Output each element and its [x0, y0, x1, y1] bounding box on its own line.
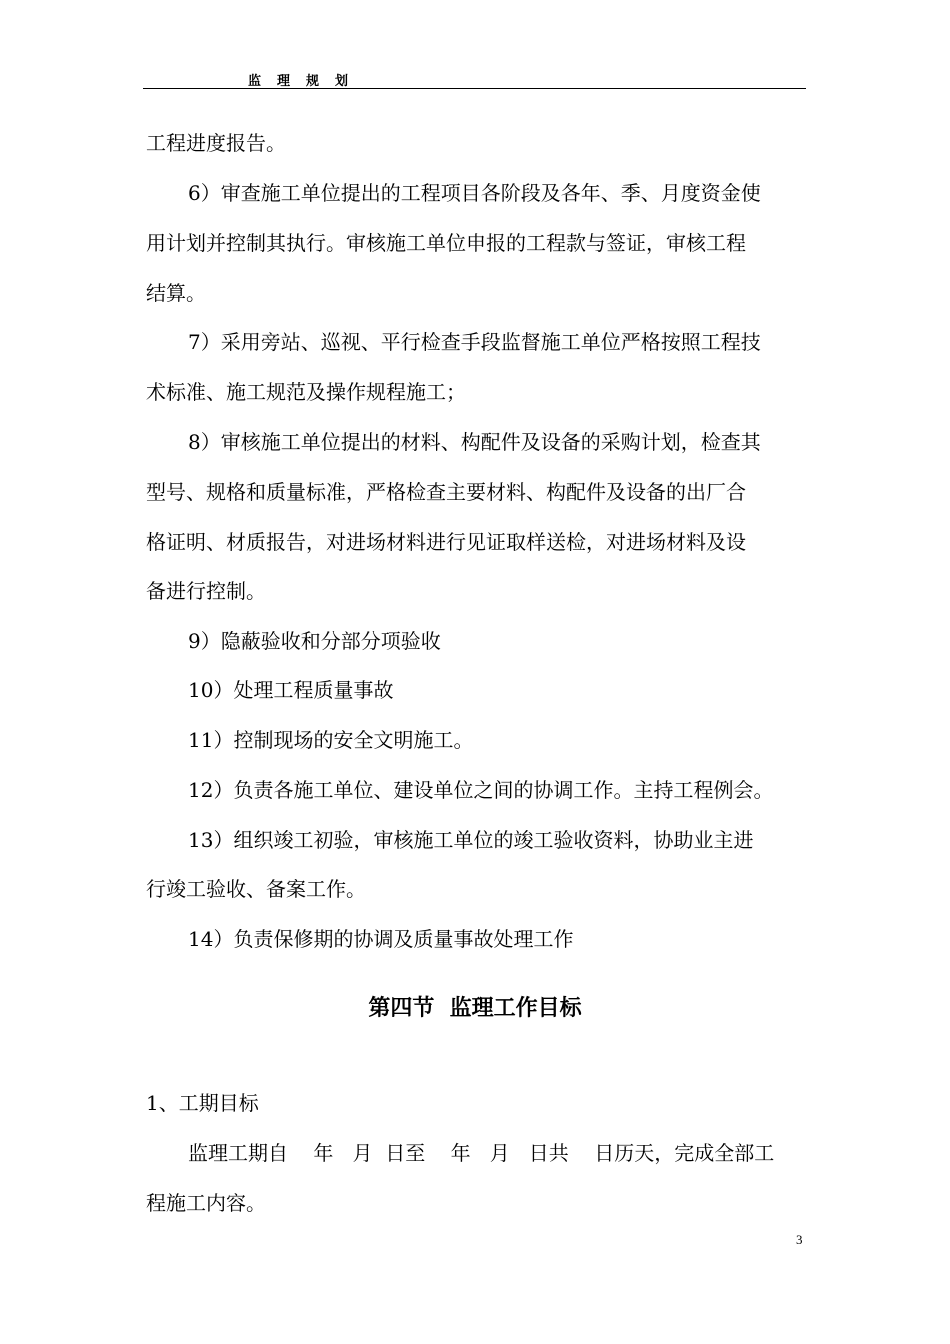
- paragraph-line: 10）处理工程质量事故: [188, 678, 394, 702]
- goal-item-text: 程施工内容。: [146, 1191, 266, 1215]
- paragraph-line: 12）负责各施工单位、建设单位之间的协调工作。主持工程例会。: [188, 778, 774, 802]
- paragraph-line: 8）审核施工单位提出的材料、构配件及设备的采购计划，检查其: [188, 430, 761, 454]
- paragraph-line: 备进行控制。: [146, 579, 266, 603]
- paragraph-line: 9）隐蔽验收和分部分项验收: [188, 629, 441, 653]
- paragraph-line: 格证明、材质报告，对进场材料进行见证取样送检，对进场材料及设: [146, 530, 746, 554]
- paragraph-line: 行竣工验收、备案工作。: [146, 877, 366, 901]
- paragraph-line: 工程进度报告。: [146, 131, 286, 155]
- paragraph-line: 13）组织竣工初验，审核施工单位的竣工验收资料，协助业主进: [188, 828, 754, 852]
- paragraph-line: 用计划并控制其执行。审核施工单位申报的工程款与签证，审核工程: [146, 231, 746, 255]
- paragraph-line: 型号、规格和质量标准，严格检查主要材料、构配件及设备的出厂合: [146, 480, 746, 504]
- header-rule: [143, 88, 806, 89]
- paragraph-line: 6）审查施工单位提出的工程项目各阶段及各年、季、月度资金使: [188, 181, 761, 205]
- paragraph-line: 7）采用旁站、巡视、平行检查手段监督施工单位严格按照工程技: [188, 330, 761, 354]
- goal-item-text: 监理工期自 年 月 日至 年 月 日共 日历天，完成全部工: [188, 1141, 775, 1165]
- paragraph-line: 14）负责保修期的协调及质量事故处理工作: [188, 927, 574, 951]
- goal-item-title: 1、工期目标: [146, 1091, 259, 1115]
- page-number: 3: [796, 1232, 803, 1247]
- paragraph-line: 11）控制现场的安全文明施工。: [188, 728, 474, 752]
- paragraph-line: 结算。: [146, 281, 206, 305]
- section-heading: 第四节 监理工作目标: [368, 996, 582, 1021]
- paragraph-line: 术标准、施工规范及操作规程施工；: [146, 380, 466, 404]
- header-title: 监理规划: [248, 74, 365, 89]
